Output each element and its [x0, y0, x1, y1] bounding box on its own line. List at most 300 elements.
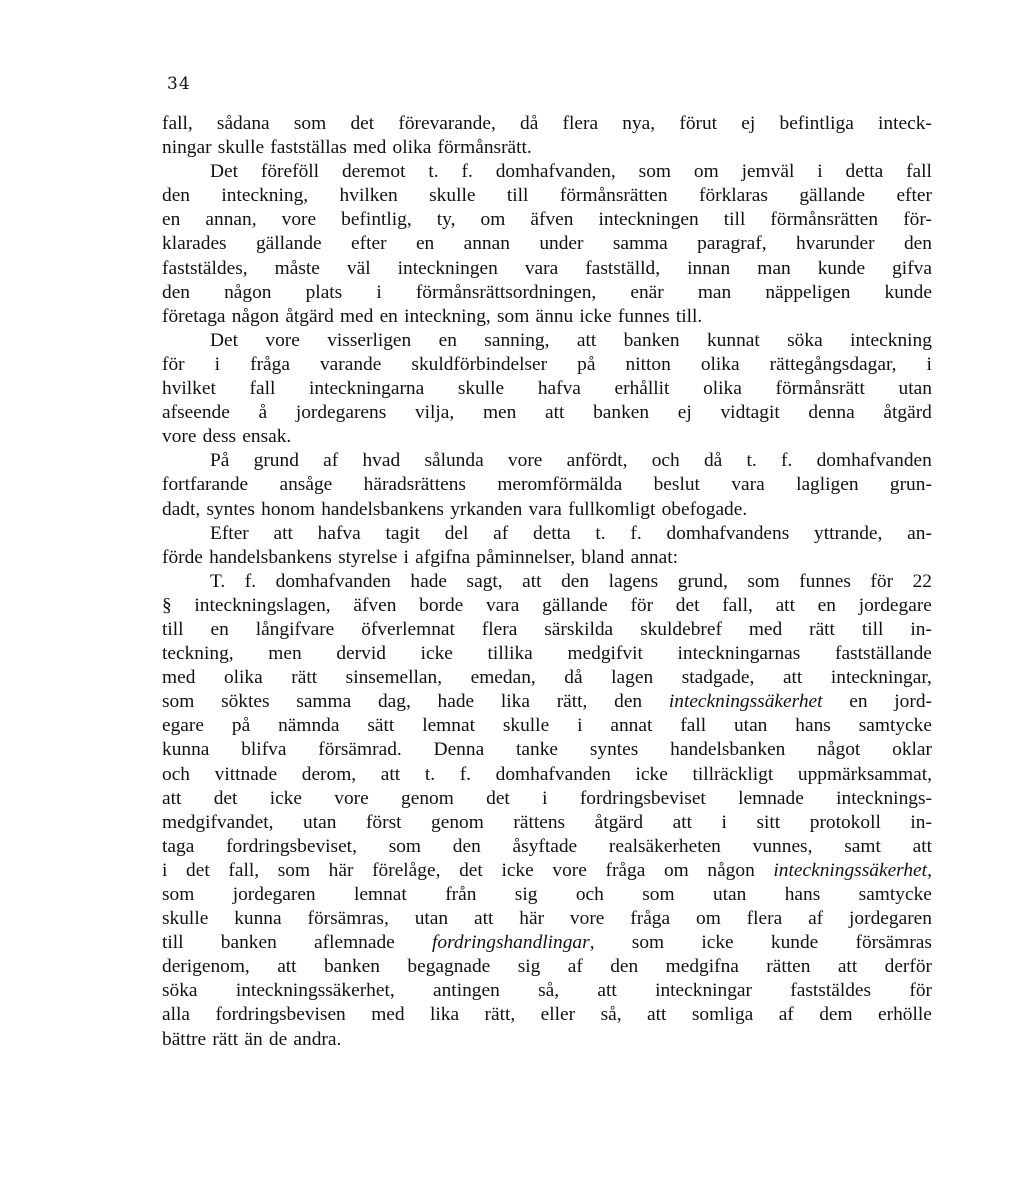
word: rätt	[212, 1028, 239, 1050]
word: den	[162, 185, 190, 207]
word: ännu	[535, 305, 574, 327]
word: dadt,	[162, 498, 201, 520]
word: funnes	[799, 570, 851, 592]
word: begagnade	[407, 956, 491, 978]
word: i	[577, 715, 583, 737]
text-line	[162, 1028, 932, 1052]
word: på	[231, 715, 251, 737]
word: att	[597, 980, 617, 1002]
word: realsäkerheten	[608, 835, 721, 857]
word: alla	[162, 1004, 190, 1026]
word: ej	[677, 402, 692, 424]
word: förut	[679, 113, 718, 134]
text-line	[162, 594, 932, 618]
word: sinsemellan,	[345, 667, 443, 689]
word: det	[459, 859, 483, 881]
word: med	[371, 1004, 405, 1026]
word: en	[210, 618, 229, 640]
word: lemnade	[738, 787, 804, 809]
word: vore	[265, 329, 300, 351]
word: medgifvit	[567, 643, 643, 665]
word: sig	[517, 956, 541, 978]
word: vore	[162, 426, 197, 448]
word: i	[376, 281, 382, 303]
word: 22	[912, 570, 932, 592]
word: som	[277, 859, 311, 881]
word: t.	[595, 522, 606, 544]
word: ej	[741, 113, 756, 134]
word: förevarande,	[398, 113, 496, 134]
word: vore	[552, 859, 587, 881]
word: handelsbanken	[670, 739, 786, 761]
word: emedan,	[470, 667, 536, 689]
word: rätt,	[484, 1004, 516, 1026]
word: borde	[419, 594, 464, 616]
word: det	[213, 787, 238, 809]
word: olika	[392, 137, 432, 159]
word: hans	[795, 715, 831, 737]
word: genom	[401, 787, 454, 809]
word: varande	[319, 353, 382, 375]
word: olika	[223, 667, 263, 689]
word: plats	[305, 281, 343, 303]
word: utan	[733, 715, 768, 737]
word: att	[522, 570, 542, 592]
text-line	[162, 329, 932, 353]
word: detta	[845, 161, 884, 183]
text-line	[162, 425, 932, 449]
word: samtycke	[858, 884, 932, 905]
word: inteckningssäkerhet,	[773, 859, 932, 881]
word: inteckningen	[598, 209, 699, 231]
word: det	[186, 859, 210, 881]
word: att	[782, 667, 803, 689]
word: i	[721, 811, 727, 833]
word: rätt	[291, 667, 318, 689]
word: tanke	[516, 739, 558, 761]
word: anfördt,	[566, 450, 628, 472]
word: utan	[712, 884, 747, 905]
word: åsyftade	[512, 835, 578, 857]
word: rätt,	[556, 691, 588, 713]
text-line	[162, 979, 932, 1003]
word: flera	[481, 618, 518, 640]
word: någon	[224, 281, 272, 303]
word: utan	[303, 811, 337, 833]
word: att	[473, 908, 494, 930]
word: en	[817, 594, 836, 616]
word: söka	[162, 980, 198, 1002]
word: under	[539, 233, 584, 255]
word: att	[380, 763, 401, 785]
word: Denna	[433, 739, 485, 761]
word: förklaras	[698, 185, 768, 207]
word: utan	[414, 908, 449, 930]
text-line	[162, 232, 932, 256]
word: till	[861, 618, 884, 640]
word: andra.	[293, 1028, 342, 1050]
word: kunde	[817, 257, 866, 279]
word: faststäldes,	[162, 257, 248, 279]
word: det	[486, 787, 510, 809]
word: denna	[808, 402, 855, 424]
word: i	[926, 353, 932, 375]
word: sådana	[216, 113, 270, 134]
word: inteckningarna	[308, 378, 425, 400]
word: som	[747, 570, 780, 592]
word: förmånsrätt	[775, 378, 865, 400]
word: äfven	[530, 209, 574, 231]
word: afseende	[162, 402, 230, 424]
word: sagt,	[466, 570, 503, 592]
word: påminnelser,	[476, 546, 576, 568]
word: som	[638, 161, 671, 183]
word: åtgärd	[883, 402, 932, 424]
text-line	[162, 281, 932, 305]
word: innan	[687, 257, 731, 279]
word: lemnat	[354, 884, 407, 905]
word: att	[273, 522, 293, 544]
word: från	[445, 884, 477, 905]
word: den	[614, 691, 643, 713]
word: stadgade,	[681, 667, 755, 689]
text-line	[162, 642, 932, 666]
text-line	[162, 811, 932, 835]
text-line	[162, 136, 932, 160]
word: hade	[410, 570, 448, 592]
word: förde	[162, 546, 203, 568]
word: inteckning	[850, 329, 932, 351]
word: inteck-	[878, 113, 932, 134]
word: inteckningslagen,	[194, 594, 331, 616]
word: för	[162, 353, 185, 375]
word: samma	[612, 233, 668, 255]
word: lagligen	[796, 474, 859, 496]
word: hade	[437, 691, 475, 713]
word: att	[576, 329, 597, 351]
word: fall	[249, 378, 276, 400]
word: som	[642, 884, 675, 905]
word: företaga	[162, 305, 226, 327]
text-line	[162, 208, 932, 232]
word: till	[162, 932, 184, 954]
word: detta	[532, 522, 571, 544]
word: jordegaren	[849, 908, 932, 930]
word: Det	[210, 161, 238, 183]
word: f.	[244, 570, 257, 592]
word: fall,	[228, 859, 260, 881]
word: rättegångsdagar,	[769, 353, 897, 375]
word: medgifna	[665, 956, 739, 978]
word: antingen	[433, 980, 500, 1002]
word: domhafvanden	[495, 763, 611, 785]
word: förmånsrätten	[559, 185, 668, 207]
italic-term: fordringshandlingar	[432, 932, 590, 954]
text-line	[162, 955, 932, 979]
word: dem	[819, 1004, 853, 1026]
word: jemväl	[741, 161, 795, 183]
word: icke	[501, 859, 534, 881]
word: fastställande	[834, 643, 932, 665]
word: kunnat	[706, 329, 760, 351]
word: till	[506, 185, 529, 207]
word: samma	[296, 691, 352, 713]
word: aflemnade	[314, 932, 395, 954]
word: skulle	[502, 715, 550, 737]
word: Efter	[210, 522, 249, 544]
word: då	[520, 113, 539, 134]
word: obefogade.	[661, 498, 748, 520]
word: om	[480, 209, 506, 231]
word: i	[162, 859, 168, 881]
word: domhafvanden	[816, 450, 932, 472]
text-line	[162, 522, 932, 546]
italic-term: inteckningssäkerhet	[773, 859, 928, 881]
word: deremot	[341, 161, 406, 183]
word: enär	[630, 281, 664, 303]
word: oklar	[892, 739, 932, 761]
word: in-	[910, 618, 932, 640]
text-line	[162, 907, 932, 931]
word: söktes	[221, 691, 270, 713]
word: med	[748, 618, 783, 640]
word: hvarunder	[795, 233, 875, 255]
word: vunnes,	[752, 835, 813, 857]
word: kunde	[884, 281, 932, 303]
word: lika	[500, 691, 530, 713]
word: inteckningen	[397, 257, 498, 279]
word: vara	[731, 474, 765, 496]
word: den	[162, 281, 190, 303]
word: befintlig,	[341, 209, 412, 231]
word: ensak.	[242, 426, 292, 448]
word: paragraf,	[697, 233, 767, 255]
word: domhafvandens	[666, 522, 790, 544]
word: lemnat	[422, 715, 475, 737]
word: f.	[630, 522, 642, 544]
word: jordegare	[858, 594, 932, 616]
text-line	[162, 160, 932, 184]
word: annat:	[630, 546, 678, 568]
word: vara	[485, 594, 520, 616]
word: på	[577, 353, 596, 375]
word: nitton	[625, 353, 671, 375]
text-line	[162, 666, 932, 690]
word: inteckningarnas	[677, 643, 801, 665]
word: gifva	[892, 257, 932, 279]
word: honom	[261, 498, 315, 520]
text-line	[162, 257, 932, 281]
word: att	[277, 956, 297, 978]
word: banken	[623, 329, 680, 351]
word: hvilken	[339, 185, 398, 207]
word: till.	[675, 305, 703, 327]
word: den	[452, 835, 481, 857]
word: af	[493, 522, 509, 544]
word: flera	[562, 113, 599, 134]
word: fastställas	[270, 137, 347, 159]
word: man	[697, 281, 732, 303]
word: en	[438, 329, 457, 351]
word: så,	[600, 1004, 622, 1026]
word: sig	[514, 884, 538, 905]
text-line	[162, 377, 932, 401]
word: samt	[844, 835, 881, 857]
word: särskilda	[544, 618, 614, 640]
word: inteckningssäkerhet,	[235, 980, 395, 1002]
text-line	[162, 546, 932, 570]
word: väl	[346, 257, 371, 279]
word: till	[162, 618, 184, 640]
word: en	[379, 305, 398, 327]
word: skulle	[162, 908, 209, 930]
word: in-	[910, 811, 932, 833]
word: derom,	[301, 763, 357, 785]
word: uppmärksammat,	[797, 763, 932, 785]
word: inteckning,	[404, 305, 491, 327]
word: vittnade	[214, 763, 278, 785]
word: §	[162, 594, 172, 616]
word: fordringsbevisen	[215, 1004, 346, 1026]
word: egare	[162, 715, 204, 737]
word: skulle	[217, 137, 265, 159]
word: annat	[610, 715, 653, 737]
word: långifvare	[255, 618, 335, 640]
word: grun-	[889, 474, 932, 496]
word: fortfarande	[162, 474, 249, 496]
word: funnes	[617, 305, 670, 327]
word: rätten	[766, 956, 811, 978]
word: en	[415, 233, 435, 255]
word: som	[293, 113, 327, 134]
word: hvad	[362, 450, 401, 472]
word: erhållit	[614, 378, 670, 400]
word: men	[268, 643, 302, 665]
word: skuldebref	[640, 618, 722, 640]
word: förmånsrätt.	[437, 137, 532, 159]
word: handelsbankens	[321, 498, 444, 520]
word: för	[870, 570, 894, 592]
word: näppeligen	[765, 281, 851, 303]
word: af	[808, 908, 824, 930]
word: någon	[231, 305, 280, 327]
word: f.	[459, 763, 472, 785]
word: om	[693, 161, 719, 183]
word: fullkomligt	[568, 498, 656, 520]
text-line	[162, 305, 932, 329]
word: medgifvandet,	[162, 811, 274, 833]
word: icke	[579, 305, 612, 327]
word: som	[631, 932, 665, 954]
word: samtycke	[858, 715, 932, 737]
word: jord-	[894, 691, 932, 713]
word: som	[496, 305, 530, 327]
word: genom	[431, 811, 484, 833]
word: vilja,	[414, 402, 455, 424]
word: af	[778, 1004, 794, 1026]
text-line	[162, 883, 932, 907]
text-line	[162, 763, 932, 787]
word: som	[162, 691, 195, 713]
word: man	[757, 257, 791, 279]
word: då	[564, 667, 583, 689]
text-line	[162, 690, 932, 714]
word: taga	[162, 835, 195, 857]
word: försämrad.	[318, 739, 402, 761]
word: förmånsrätten	[770, 209, 879, 231]
word: fall,	[162, 113, 193, 134]
word: den	[903, 233, 932, 255]
word: f.	[461, 161, 473, 183]
word: blifva	[241, 739, 287, 761]
word: bland	[581, 546, 625, 568]
word: hvilket	[162, 378, 216, 400]
word: att	[545, 402, 565, 424]
word: rättens	[513, 811, 566, 833]
word: afgifna	[415, 546, 471, 568]
word: teckning,	[162, 643, 234, 665]
word: den	[561, 570, 590, 592]
word: ansåge	[279, 474, 333, 496]
word: vidtagit	[720, 402, 780, 424]
word: försämras	[855, 932, 932, 954]
word: till	[723, 209, 746, 231]
word: och	[162, 763, 190, 785]
word: olika	[700, 353, 740, 375]
word: banken	[323, 956, 380, 978]
word: i	[542, 787, 548, 809]
word: för-	[903, 209, 932, 231]
word: gällande	[799, 185, 866, 207]
word: Det	[210, 329, 238, 351]
word: meromförmälda	[497, 474, 623, 496]
text-line	[162, 112, 932, 136]
word: fråga	[630, 908, 671, 930]
word: tillräckligt	[692, 763, 774, 785]
word: handelsbankens	[209, 546, 332, 568]
word: yrkanden	[450, 498, 523, 520]
text-line	[162, 787, 932, 811]
word: inteckningar,	[830, 667, 932, 689]
word: intecknings-	[836, 787, 932, 809]
word: icke	[420, 643, 453, 665]
text-line	[162, 401, 932, 425]
page-number: 34	[167, 74, 191, 94]
word: en	[849, 691, 868, 713]
word: af	[323, 450, 339, 472]
word: sitt	[756, 811, 781, 833]
word: tillika	[487, 643, 533, 665]
word: annan	[463, 233, 510, 255]
word: T.	[210, 570, 226, 592]
text-line	[162, 498, 932, 522]
word: icke	[635, 763, 668, 785]
word: skulle	[457, 378, 505, 400]
word: icke	[269, 787, 302, 809]
word: fastställd,	[585, 257, 661, 279]
text-line	[162, 738, 932, 762]
word: yttrande,	[814, 522, 883, 544]
word: att	[837, 956, 858, 978]
word: här	[519, 908, 545, 930]
word: att	[672, 811, 692, 833]
word: del	[444, 522, 469, 544]
word: banken	[593, 402, 650, 424]
word: somliga	[691, 1004, 754, 1026]
word: den	[610, 956, 639, 978]
word: nya,	[622, 113, 656, 134]
word: nämnda	[278, 715, 340, 737]
